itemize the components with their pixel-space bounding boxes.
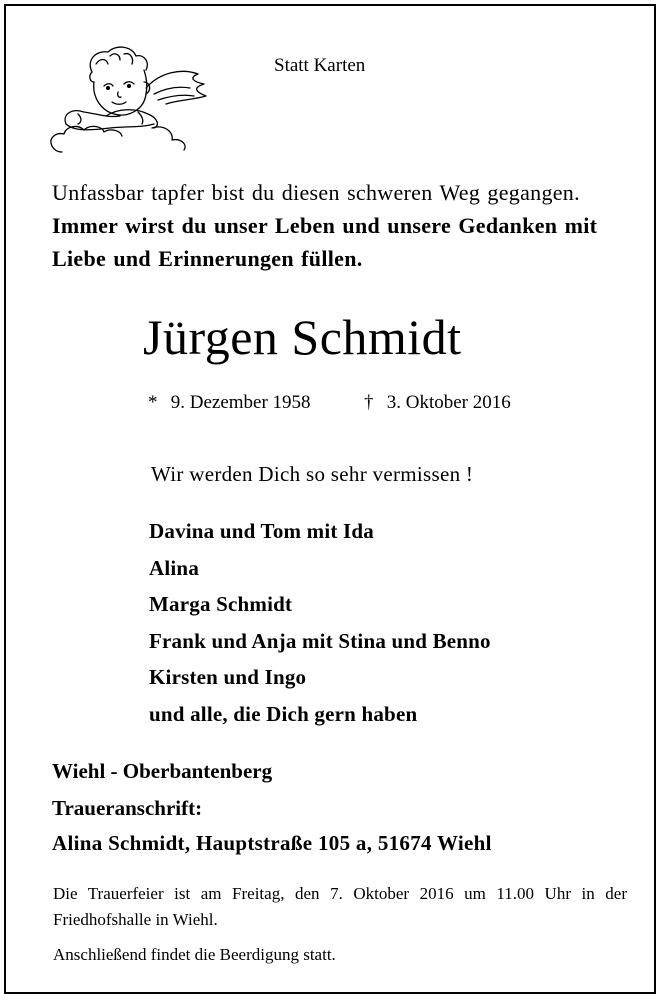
mourner-item: Davina und Tom mit Ida	[149, 519, 374, 543]
death-cross-icon: †	[364, 392, 374, 413]
mourners-list	[149, 513, 491, 733]
intro-line-1: Unfassbar tapfer bist du diesen schweren Weg gegangen.	[52, 180, 580, 205]
intro-line-3: Liebe und Erinnerungen füllen.	[52, 246, 363, 271]
burial-text: Anschließend findet die Beerdigung statt.	[53, 945, 336, 964]
intro-line-2: Immer wirst du unser Leben und unsere Gedanken mit	[52, 213, 598, 238]
mourner-item: Marga Schmidt	[149, 592, 293, 617]
location: Wiehl - Oberbantenberg	[52, 759, 273, 783]
mourner-item: Frank und Anja mit Stina und Benno	[149, 628, 491, 653]
funeral-service-text: Die Trauerfeier ist am Freitag, den 7. Oktober 2016 um 11.00 Uhr in der Friedhofshalle in Wiehl.	[53, 884, 627, 929]
birth-info	[148, 392, 311, 414]
angel-illustration	[48, 42, 220, 154]
death-info	[364, 392, 511, 414]
death-date: 3. Oktober 2016	[386, 392, 511, 413]
statt-karten-label: Statt Karten	[274, 55, 366, 76]
deceased-name: Jürgen Schmidt	[143, 309, 462, 365]
mourning-address: Alina Schmidt, Hauptstraße 105 a, 51674 Wiehl	[52, 831, 492, 855]
mourner-item: Alina	[149, 555, 200, 580]
birth-star-icon: *	[148, 392, 158, 413]
intro-text	[52, 176, 597, 275]
mourner-item: und alle, die Dich gern haben	[149, 701, 418, 726]
obituary-notice	[4, 4, 656, 994]
farewell-message: Wir werden Dich so sehr vermissen !	[151, 462, 474, 486]
mourner-item: Kirsten und Ingo	[149, 665, 307, 690]
birth-date: 9. Dezember 1958	[170, 392, 311, 413]
address-label: Traueranschrift:	[52, 796, 203, 820]
